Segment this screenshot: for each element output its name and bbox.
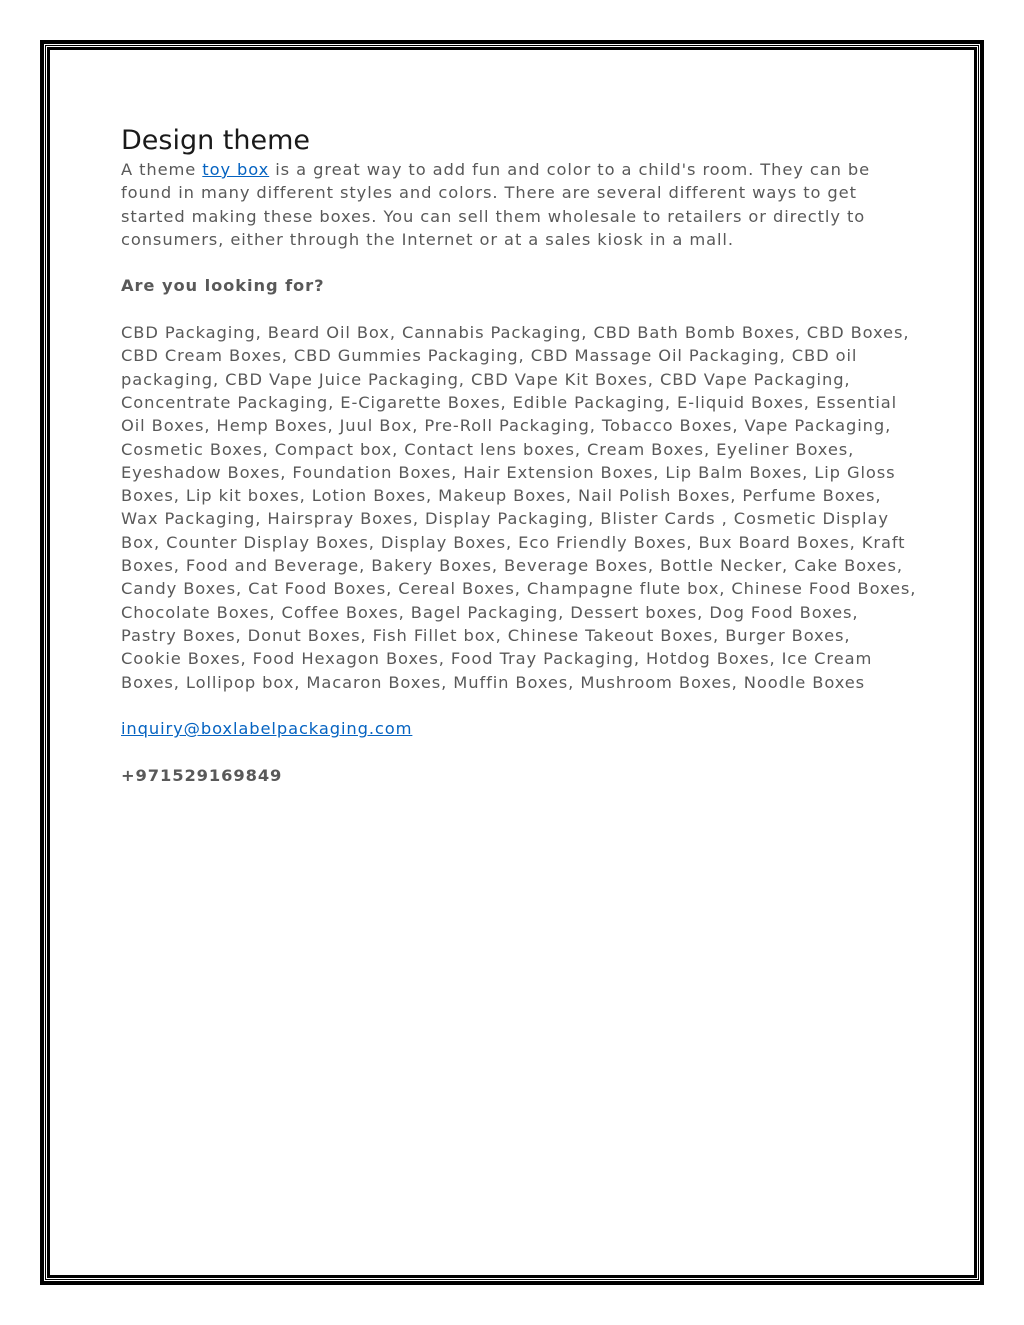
intro-line-1 <box>121 158 911 181</box>
spacer <box>121 251 911 274</box>
spacer <box>121 298 911 321</box>
intro-paragraph <box>121 158 911 251</box>
product-list-line: Candy Boxes, Cat Food Boxes, Cereal Boxes, Champagne flute box, Chinese Food Boxes, <box>121 579 917 599</box>
product-list-line: Boxes, Food and Beverage, Bakery Boxes, Beverage Boxes, Bottle Necker, Cake Boxes, <box>121 556 903 576</box>
product-list-line: Wax Packaging, Hairspray Boxes, Display Packaging, Blister Cards , Cosmetic Display <box>121 509 889 529</box>
document-content <box>121 124 917 787</box>
product-list-line: Chocolate Boxes, Coffee Boxes, Bagel Packaging, Dessert boxes, Dog Food Boxes, <box>121 602 859 622</box>
product-list-line: Oil Boxes, Hemp Boxes, Juul Box, Pre-Roll Packaging, Tobacco Boxes, Vape Packaging, <box>121 416 892 436</box>
page-title: Design theme <box>121 125 311 156</box>
intro-line: consumers, either through the Internet or at a sales kiosk in a mall. <box>121 229 734 249</box>
phone-number: +971529169849 <box>121 765 283 785</box>
product-list-line: Boxes, Lollipop box, Macaron Boxes, Muffin Boxes, Mushroom Boxes, Noodle Boxes <box>121 672 866 692</box>
product-list-line: Boxes, Lip kit boxes, Lotion Boxes, Makeup Boxes, Nail Polish Boxes, Perfume Boxes, <box>121 486 882 506</box>
toy-box-link[interactable]: toy box <box>202 160 270 179</box>
product-list-line: CBD Packaging, Beard Oil Box, Cannabis Packaging, CBD Bath Bomb Boxes, CBD Boxes, <box>121 323 910 343</box>
product-list-line: Pastry Boxes, Donut Boxes, Fish Fillet box, Chinese Takeout Boxes, Burger Boxes, <box>121 625 851 645</box>
product-list-line: Cosmetic Boxes, Compact box, Contact lens boxes, Cream Boxes, Eyeliner Boxes, <box>121 439 855 459</box>
email-line <box>121 717 911 740</box>
product-list-line: Concentrate Packaging, E-Cigarette Boxes, Edible Packaging, E-liquid Boxes, Essential <box>121 392 898 412</box>
subheading: Are you looking for? <box>121 276 325 296</box>
intro-text-after-link: is a great way to add fun and color to a child's room. They can be <box>269 160 871 179</box>
intro-line: started making these boxes. You can sell them wholesale to retailers or directly to <box>121 206 866 226</box>
product-list-paragraph <box>121 321 917 694</box>
intro-line: found in many different styles and colors. There are several different ways to get <box>121 183 857 203</box>
product-list-line: Eyeshadow Boxes, Foundation Boxes, Hair Extension Boxes, Lip Balm Boxes, Lip Gloss <box>121 462 896 482</box>
product-list-line: CBD Cream Boxes, CBD Gummies Packaging, CBD Massage Oil Packaging, CBD oil <box>121 346 858 366</box>
spacer <box>121 694 911 717</box>
product-list-line: packaging, CBD Vape Juice Packaging, CBD Vape Kit Boxes, CBD Vape Packaging, <box>121 369 851 389</box>
email-link[interactable]: inquiry@boxlabelpackaging.com <box>121 719 413 739</box>
spacer <box>121 740 911 763</box>
product-list-line: Box, Counter Display Boxes, Display Boxes, Eco Friendly Boxes, Bux Board Boxes, Kraft <box>121 532 906 552</box>
product-list-line: Cookie Boxes, Food Hexagon Boxes, Food Tray Packaging, Hotdog Boxes, Ice Cream <box>121 649 873 669</box>
intro-text-before-link: A theme <box>121 160 203 179</box>
